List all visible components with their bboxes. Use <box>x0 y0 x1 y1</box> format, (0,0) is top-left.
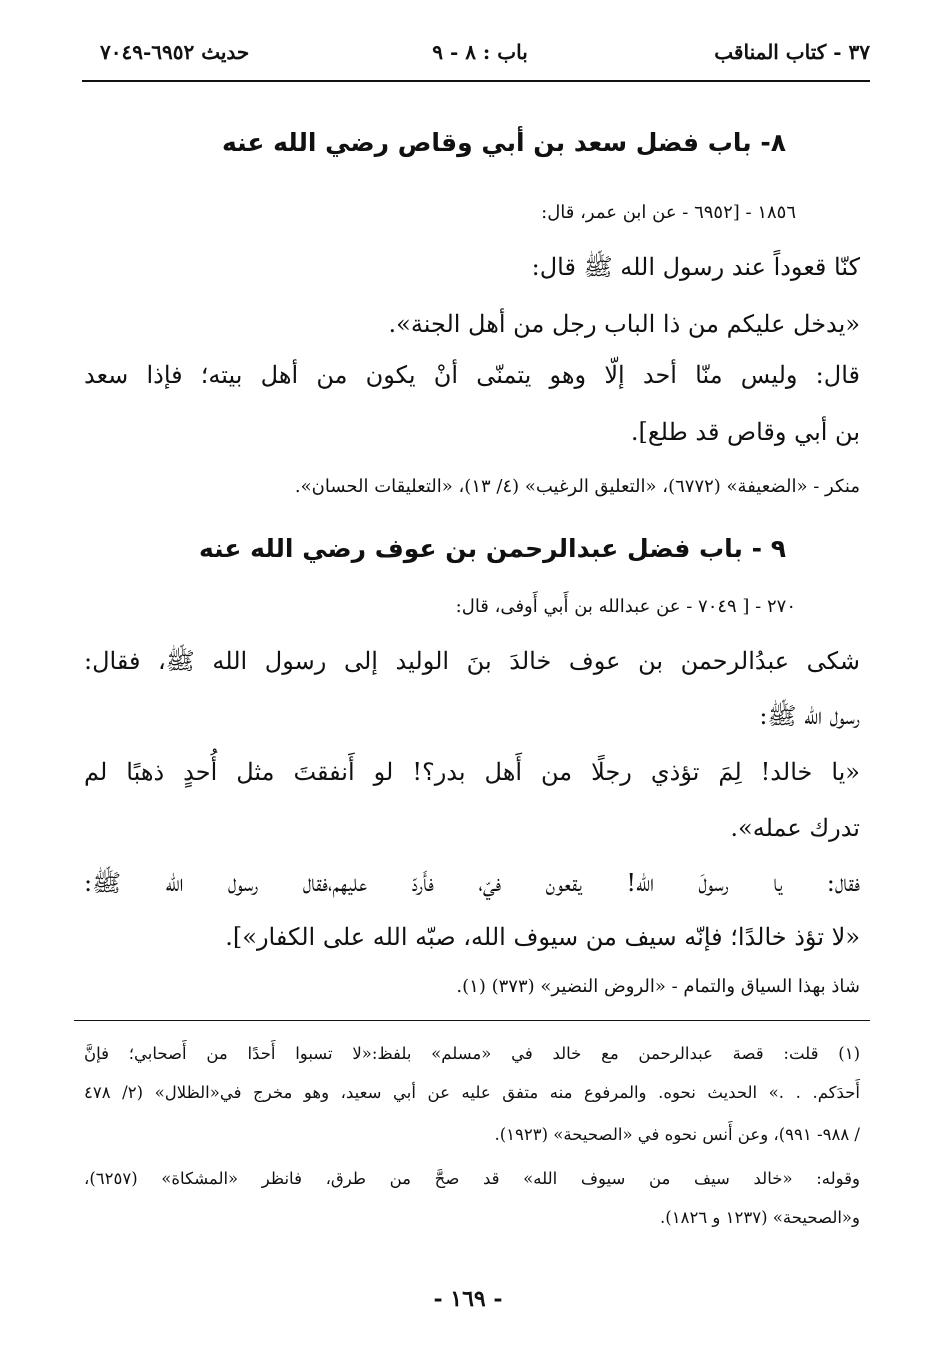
section-8-line-1: كنّا قعوداً عند رسول الله ﷺ قال: <box>531 253 860 281</box>
page-number: - ١٦٩ - <box>433 1286 503 1312</box>
footnote-line-3: / ٩٨٨- ٩٩١)، وعن أَنس نحوه في «الصحيحة» (١٩٢٣). <box>494 1125 860 1144</box>
section-9-line-6: «لا تؤذ خالدًا؛ فإنّه سيف من سيوف الله، صبّه الله على الكفار»]. <box>225 923 860 951</box>
section-8-grading: منكر - «الضعيفة» (٦٧٧٢)، «التعليق الرغيب» (٤/ ١٣)، «التعليقات الحسان». <box>294 476 860 497</box>
section-9-grading: شاذ بهذا السياق والتمام - «الروض النضير» (٣٧٣) (١). <box>456 976 860 997</box>
section-8-line-4: بن أبي وقاص قد طلع]. <box>630 418 860 446</box>
section-8-heading: ٨- باب فضل سعد بن أبي وقاص رضي الله عنه <box>222 128 786 157</box>
header-chapters-range: باب : ٨ - ٩ <box>432 40 528 64</box>
header-divider <box>82 80 870 82</box>
footnote-divider <box>74 1020 870 1021</box>
section-9-line-4: تدرك عمله». <box>730 814 860 842</box>
section-9-isnad: ٢٧٠ - [ ٧٠٤٩ - عن عبدالله بن أَبي أَوفى، قال: <box>455 596 796 617</box>
footnote-line-2: أَحدَكم. . .» الحديث نحوه. والمرفوع منه متفق عليه عن أبي سعيد، وهو مخرج في«الظلال» (٢/ ٤٧٨ <box>84 1083 860 1102</box>
section-8-line-2: «يدخل عليكم من ذا الباب رجل من أهل الجنة». <box>388 310 860 338</box>
section-9-line-5: فقال: يا رسولَ الله! يقعون فيّ، فأَردّ عليهم،فقال رسول الله ﷺ: <box>84 869 860 897</box>
header-hadith-range: حديث ٦٩٥٢-٧٠٤٩ <box>100 40 250 64</box>
footnote-line-4: وقوله: «خالد سيف من سيوف الله» قد صحَّ من طرق، فانظر «المشكاة» (٦٢٥٧)، <box>84 1169 860 1188</box>
section-8-isnad: ١٨٥٦ - [٦٩٥٢ - عن ابن عمر، قال: <box>541 202 796 223</box>
section-9-heading: ٩ - باب فضل عبدالرحمن بن عوف رضي الله عنه <box>199 534 786 563</box>
header-chapter: ٣٧ - كتاب المناقب <box>714 40 870 64</box>
section-9-line-1: شكى عبدُالرحمن بن عوف خالدَ بنَ الوليد إلى رسول الله ﷺ، فقال: <box>84 647 861 675</box>
section-8-line-3: قال: وليس منّا أحد إلّا وهو يتمنّى أنْ يكون من أهل بيته؛ فإذا سعد <box>84 361 860 389</box>
footnote-line-1: (١) قلت: قصة عبدالرحمن مع خالد في «مسلم» بلفظ:«لا تسبوا أَحدًا من أَصحابي؛ فإنَّ <box>84 1044 860 1063</box>
section-9-line-2: رسول الله ﷺ: <box>759 702 860 730</box>
section-9-line-3: «يا خالد! لِمَ تؤذي رجلًا من أَهل بدر؟! لو أَنفقتَ مثل أُحدٍ ذهبًا لم <box>84 758 860 786</box>
footnote-line-5: و«الصحيحة» (١٢٣٧ و ١٨٢٦). <box>660 1208 860 1227</box>
